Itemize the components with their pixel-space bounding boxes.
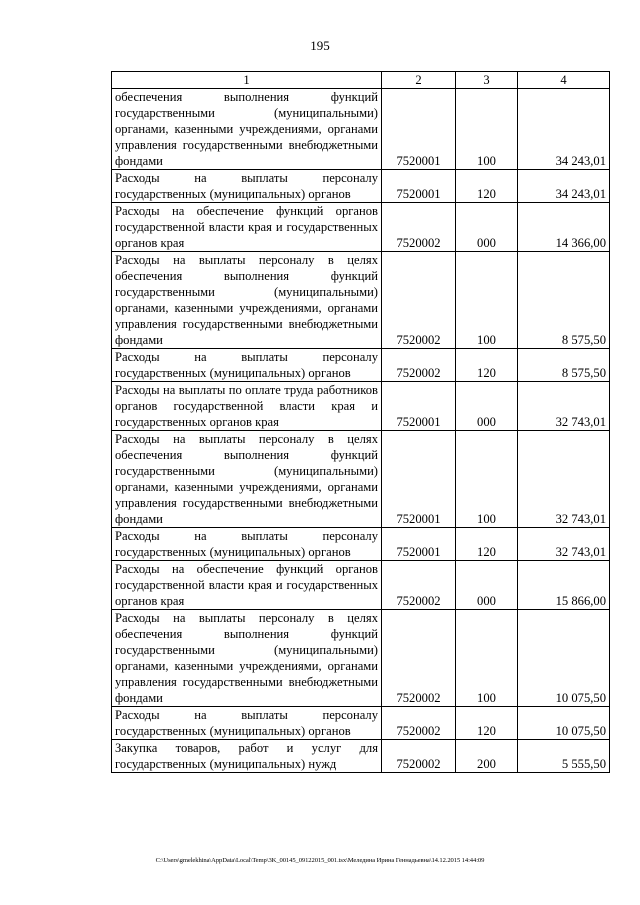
row-description: Расходы на обеспечение функций органов государственной власти края и государственных органов края xyxy=(112,561,382,610)
row-target-code: 7520002 xyxy=(382,203,456,252)
row-expense-type: 200 xyxy=(456,740,518,773)
row-expense-type: 100 xyxy=(456,89,518,170)
table-row xyxy=(112,707,610,740)
row-expense-type: 000 xyxy=(456,561,518,610)
row-description: Закупка товаров, работ и услуг для государственных (муниципальных) нужд xyxy=(112,740,382,773)
header-col-2: 2 xyxy=(382,72,456,89)
budget-table xyxy=(111,71,610,773)
row-expense-type: 120 xyxy=(456,349,518,382)
row-target-code: 7520001 xyxy=(382,170,456,203)
row-target-code: 7520001 xyxy=(382,89,456,170)
row-description: Расходы на выплаты персоналу государственных (муниципальных) органов xyxy=(112,528,382,561)
row-amount: 10 075,50 xyxy=(518,707,610,740)
row-amount: 32 743,01 xyxy=(518,528,610,561)
row-target-code: 7520002 xyxy=(382,707,456,740)
table-body xyxy=(112,89,610,773)
header-col-1: 1 xyxy=(112,72,382,89)
row-description: Расходы на выплаты персоналу в целях обеспечения выполнения функций государственными (муниципальными) органами, казенными учреждениями, органами управления государственными внебюджетными фондами xyxy=(112,252,382,349)
row-amount: 8 575,50 xyxy=(518,349,610,382)
row-amount: 32 743,01 xyxy=(518,431,610,528)
row-description: Расходы на выплаты персоналу в целях обеспечения выполнения функций государственными (муниципальными) органами, казенными учреждениями, органами управления государственными внебюджетными фондами xyxy=(112,431,382,528)
row-amount: 5 555,50 xyxy=(518,740,610,773)
row-target-code: 7520001 xyxy=(382,382,456,431)
page-number: 195 xyxy=(310,38,330,53)
row-expense-type: 120 xyxy=(456,707,518,740)
table-row xyxy=(112,431,610,528)
row-expense-type: 120 xyxy=(456,170,518,203)
row-description: Расходы на выплаты персоналу государственных (муниципальных) органов xyxy=(112,707,382,740)
table-row xyxy=(112,89,610,170)
row-description: Расходы на обеспечение функций органов государственной власти края и государственных органов края xyxy=(112,203,382,252)
row-expense-type: 100 xyxy=(456,610,518,707)
header-col-3: 3 xyxy=(456,72,518,89)
table-row xyxy=(112,203,610,252)
row-description: Расходы на выплаты персоналу в целях обеспечения выполнения функций государственными (муниципальными) органами, казенными учреждениями, органами управления государственными внебюджетными фондами xyxy=(112,610,382,707)
row-target-code: 7520002 xyxy=(382,610,456,707)
row-target-code: 7520002 xyxy=(382,561,456,610)
row-target-code: 7520002 xyxy=(382,740,456,773)
row-description: обеспечения выполнения функций государственными (муниципальными) органами, казенными учреждениями, органами управления государственными внебюджетными фондами xyxy=(112,89,382,170)
row-target-code: 7520001 xyxy=(382,431,456,528)
table-row xyxy=(112,561,610,610)
row-target-code: 7520002 xyxy=(382,349,456,382)
table-row xyxy=(112,740,610,773)
table-row xyxy=(112,170,610,203)
row-amount: 15 866,00 xyxy=(518,561,610,610)
table-row xyxy=(112,610,610,707)
row-expense-type: 000 xyxy=(456,203,518,252)
row-amount: 34 243,01 xyxy=(518,89,610,170)
row-description: Расходы на выплаты персоналу государственных (муниципальных) органов xyxy=(112,349,382,382)
header-col-4: 4 xyxy=(518,72,610,89)
row-description: Расходы на выплаты персоналу государственных (муниципальных) органов xyxy=(112,170,382,203)
table-row xyxy=(112,349,610,382)
row-expense-type: 000 xyxy=(456,382,518,431)
table-row xyxy=(112,252,610,349)
row-amount: 14 366,00 xyxy=(518,203,610,252)
row-expense-type: 120 xyxy=(456,528,518,561)
row-target-code: 7520002 xyxy=(382,252,456,349)
row-target-code: 7520001 xyxy=(382,528,456,561)
table-header-row xyxy=(112,72,610,89)
table-row xyxy=(112,382,610,431)
row-amount: 34 243,01 xyxy=(518,170,610,203)
row-expense-type: 100 xyxy=(456,431,518,528)
row-amount: 8 575,50 xyxy=(518,252,610,349)
row-description: Расходы на выплаты по оплате труда работников органов государственной власти края и государственных органов края xyxy=(112,382,382,431)
table-row xyxy=(112,528,610,561)
footer-file-path: C:\Users\gmelekhina\AppData\Local\Temp\3K_00145_09122015_001.tsx\Меледина Ирина Геннадьевна\14.12.2015 14:44:09 xyxy=(155,857,485,864)
row-amount: 32 743,01 xyxy=(518,382,610,431)
row-expense-type: 100 xyxy=(456,252,518,349)
row-amount: 10 075,50 xyxy=(518,610,610,707)
